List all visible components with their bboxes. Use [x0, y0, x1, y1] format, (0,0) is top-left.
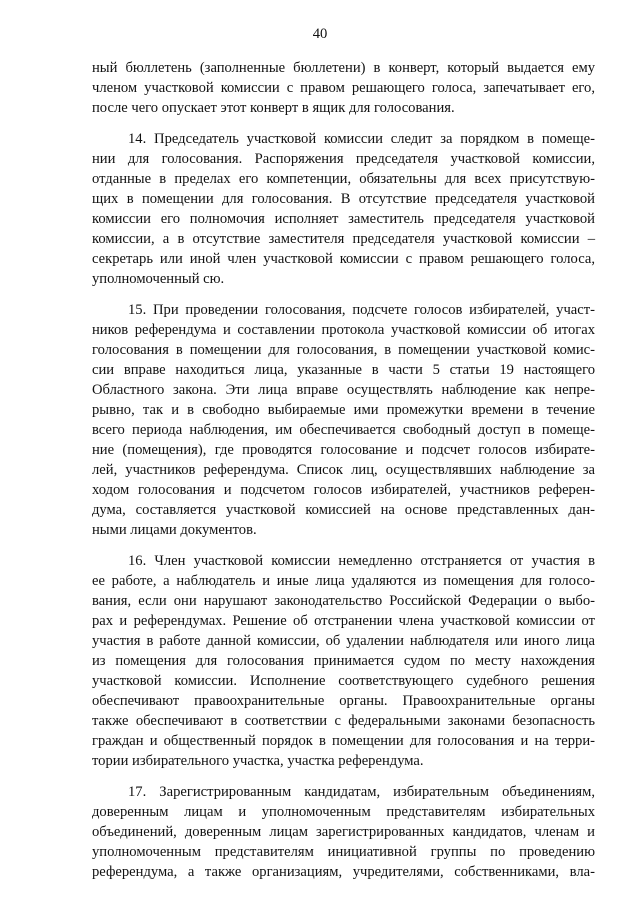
text-line: 17. Зарегистрированным кандидатам, избирательным объединениям, [128, 784, 595, 800]
paragraph-16 [92, 551, 595, 771]
text-line: членом участковой комиссии с правом решающего голоса, запечатывает его, [92, 80, 595, 96]
text-line: уполномоченным представителям инициативной группы по проведению [92, 844, 595, 860]
paragraph-continuation [92, 58, 595, 118]
text-line: ее работе, а наблюдатель и иные лица удаляются из помещения для голосо- [92, 573, 595, 589]
text-line: отданные в пределах его компетенции, обязательны для всех присутствую- [92, 171, 595, 187]
text-line: ный бюллетень (заполненные бюллетени) в конверт, который выдается ему [92, 60, 595, 76]
text-line: также обеспечивают в соответствии с федеральными законами безопасность [92, 713, 595, 729]
text-line: щих в помещении для голосования. В отсутствие председателя участковой [92, 191, 595, 207]
text-line: участковой комиссии. Исполнение соответствующего судебного решения [92, 673, 595, 689]
text-line: ходом голосования и подсчетом голосов избирателей, участников референ- [92, 482, 595, 498]
text-line: голосования в помещении для голосования, в помещении участковой комис- [92, 342, 595, 358]
paragraph-17 [92, 782, 595, 882]
text-line: лей, участников референдума. Список лиц, осуществлявших наблюдение за [92, 462, 595, 478]
text-line: секретарь или иной член участковой комиссии с правом решающего голоса, [92, 251, 595, 267]
text-line: референдума, а также организациям, учредителями, собственниками, вла- [92, 864, 595, 880]
text-line: обеспечивают правоохранительные органы. Правоохранительные органы [92, 693, 595, 709]
document-body [92, 58, 595, 882]
paragraph-15 [92, 300, 595, 540]
text-line: ников референдума и составлении протокола участковой комиссии об итогах [92, 322, 595, 338]
text-line: участия в работе данной комиссии, об удалении наблюдателя или иного лица [92, 633, 595, 649]
text-line: уполномоченный сю. [92, 271, 225, 287]
text-line: тории избирательного участка, участка референдума. [92, 753, 424, 769]
text-line: 14. Председатель участковой комиссии следит за порядком в помеще- [128, 131, 595, 147]
text-line: дума, составляется участковой комиссией на основе представленных дан- [92, 502, 595, 518]
page-number: 40 [312, 26, 328, 42]
text-line: после чего опускает этот конверт в ящик для голосования. [92, 100, 455, 116]
text-line: рывно, так и в свободно выбираемые ими промежутки времени в течение [92, 402, 595, 418]
text-line: граждан и общественный порядок в помещении для голосования и на терри- [92, 733, 595, 749]
text-line: всего периода наблюдения, им обеспечивается свободный доступ в помеще- [92, 422, 595, 438]
text-line: 15. При проведении голосования, подсчете голосов избирателей, участ- [128, 302, 595, 318]
text-line: 16. Член участковой комиссии немедленно отстраняется от участия в [128, 553, 595, 569]
text-line: ными лицами документов. [92, 522, 257, 538]
text-line: объединений, доверенным лицам зарегистрированных кандидатов, членам и [92, 824, 595, 840]
text-line: рах и референдумах. Решение об отстранении члена участковой комиссии от [92, 613, 595, 629]
text-line: сии вправе находиться лица, указанные в части 5 статьи 19 настоящего [92, 362, 595, 378]
text-line: вания, если они нарушают законодательство Российской Федерации о выбо- [92, 593, 595, 609]
paragraph-14 [92, 129, 595, 289]
text-line: комиссии его полномочия исполняет заместитель председателя участковой [92, 211, 595, 227]
text-line: Областного закона. Эти лица вправе осуществлять наблюдение как непре- [92, 382, 595, 398]
text-line: комиссии, а в отсутствие заместителя председателя участковой комиссии – [92, 231, 595, 247]
text-line: из помещения для голосования принимается судом по месту нахождения [92, 653, 595, 669]
text-line: ние (помещения), где проводятся голосование и подсчет голосов избирате- [92, 442, 595, 458]
text-line: доверенным лицам и уполномоченным представителям избирательных [92, 804, 595, 820]
text-line: нии для голосования. Распоряжения председателя участковой комиссии, [92, 151, 595, 167]
